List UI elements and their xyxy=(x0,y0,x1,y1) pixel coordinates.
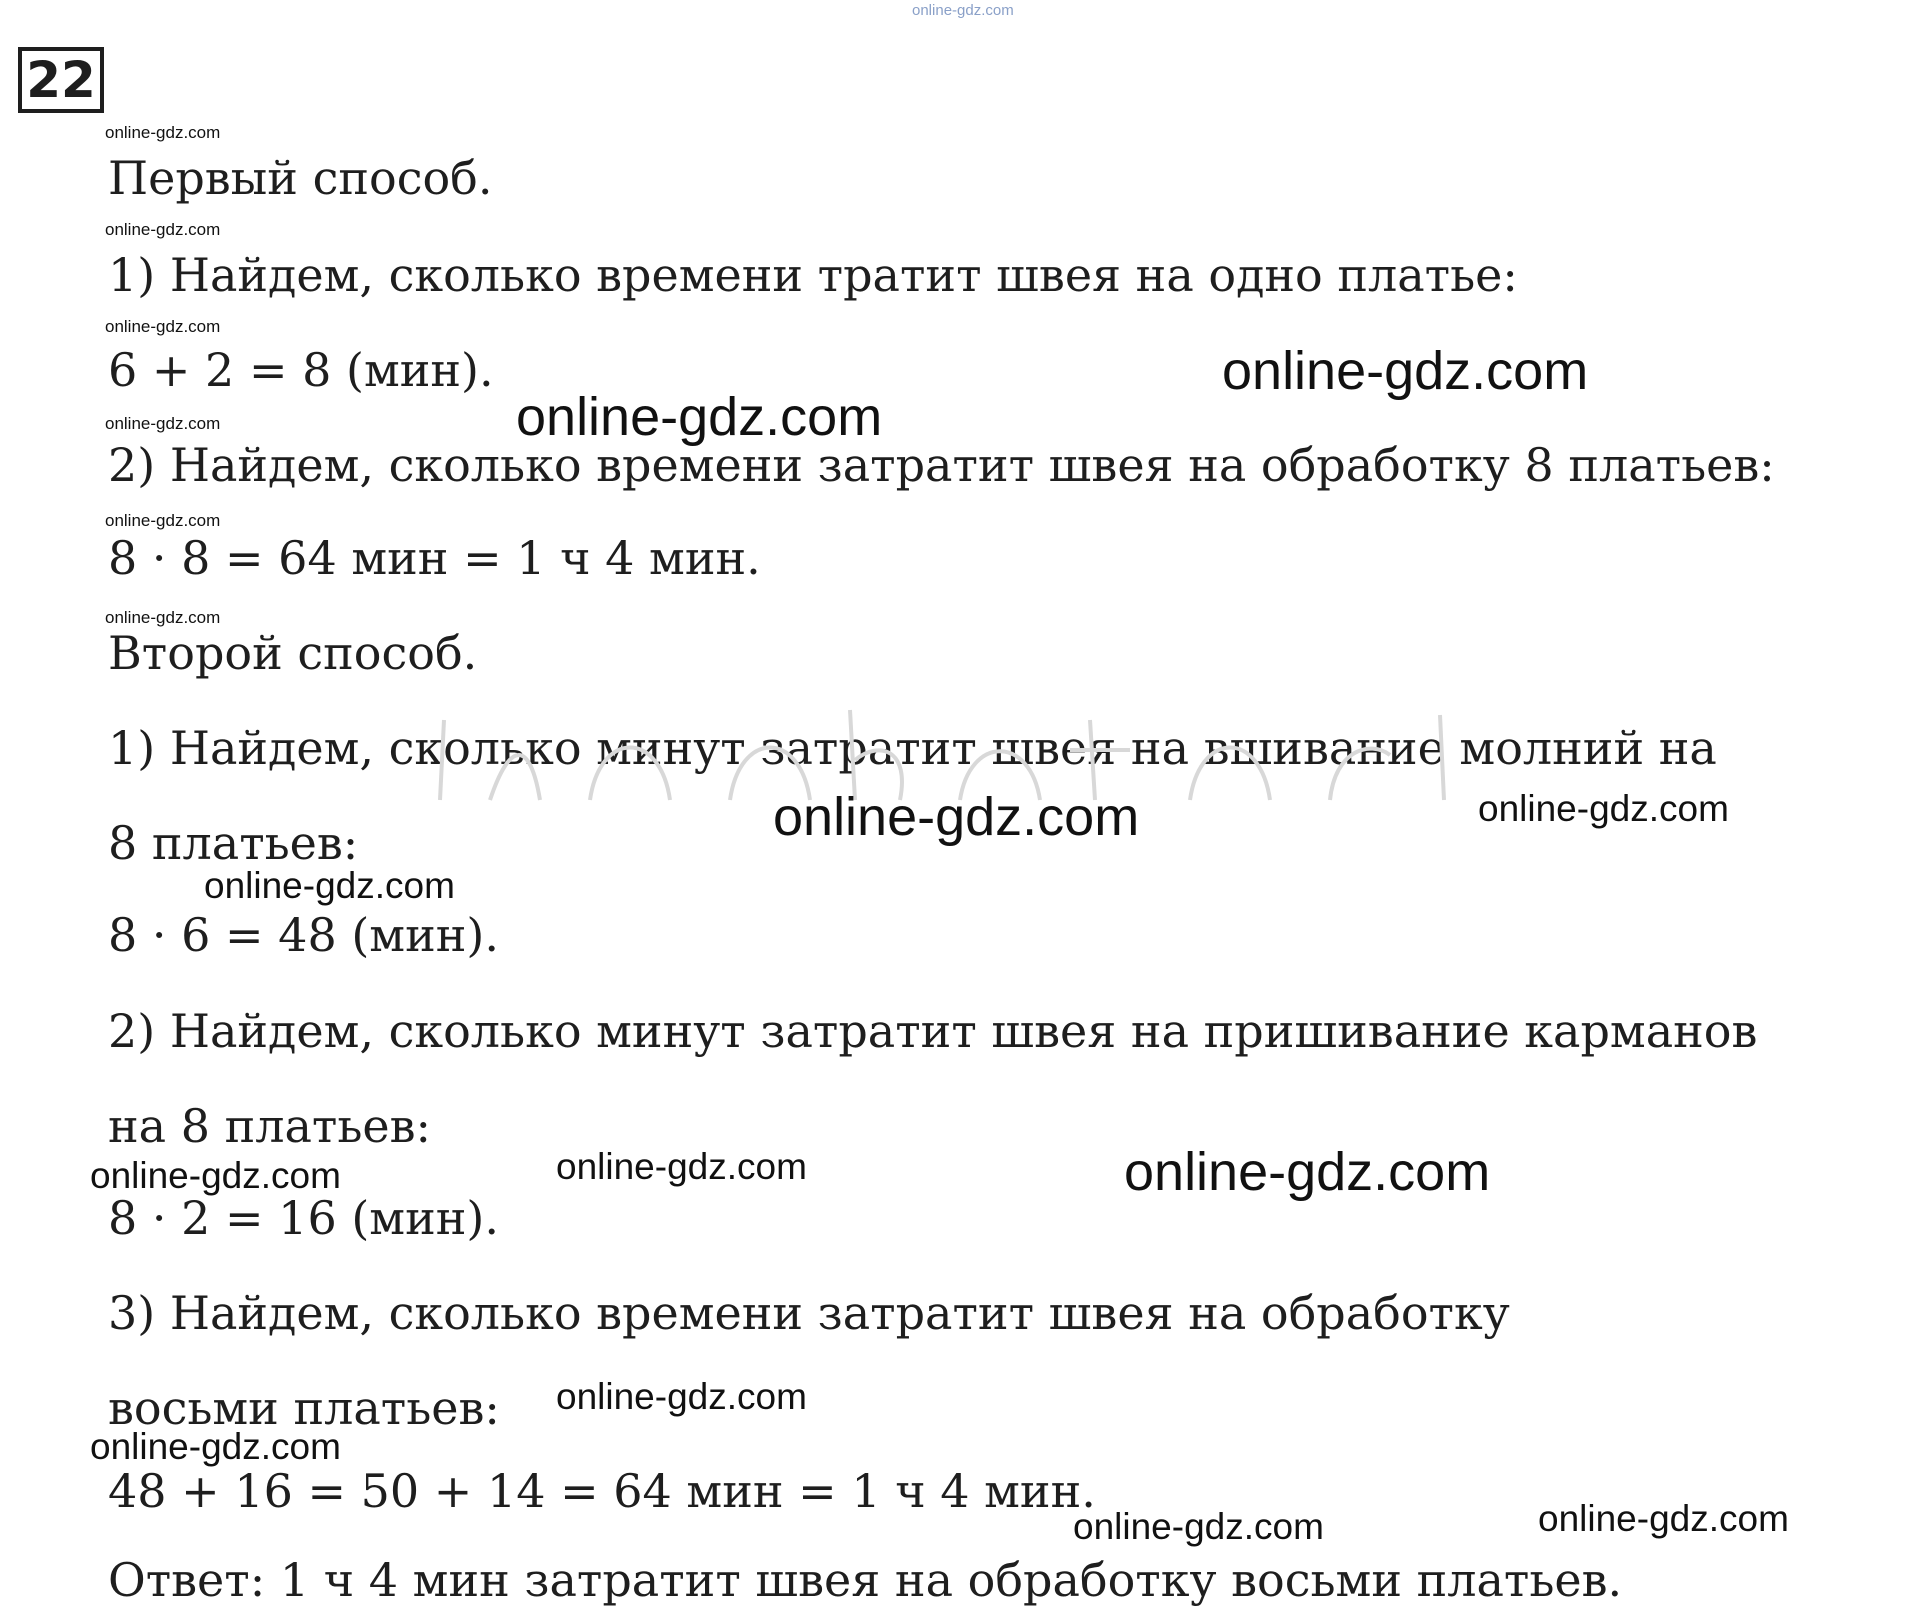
method-two-step-2: 2) Найдем, сколько минут затратит швея на пришивание карманов xyxy=(108,1004,1758,1058)
task-number: 22 xyxy=(18,47,104,113)
watermark: online-gdz.com xyxy=(1073,1506,1324,1547)
watermark: online-gdz.com xyxy=(556,1146,807,1187)
method-one-step-2: 2) Найдем, сколько времени затратит швея на обработку 8 платьев: xyxy=(108,438,1775,492)
watermark: online-gdz.com xyxy=(105,608,221,627)
watermark: online-gdz.com xyxy=(105,511,221,530)
watermark: online-gdz.com xyxy=(90,1155,341,1196)
method-two-step-2-cont: на 8 платьев: xyxy=(108,1099,432,1153)
watermark: online-gdz.com xyxy=(105,414,221,433)
method-one-calc-2: 8 · 8 = 64 мин = 1 ч 4 мин. xyxy=(108,531,761,585)
watermark: online-gdz.com xyxy=(1538,1498,1789,1539)
method-two-calc-2: 8 · 2 = 16 (мин). xyxy=(108,1191,499,1245)
method-two-step-1: 1) Найдем, сколько минут затратит швея на вшивание молний на xyxy=(108,721,1717,775)
watermark: online-gdz.com xyxy=(105,317,221,336)
watermark: online-gdz.com xyxy=(1124,1142,1491,1202)
method-two-calc-1: 8 · 6 = 48 (мин). xyxy=(108,908,499,962)
watermark: online-gdz.com xyxy=(556,1376,807,1417)
watermark: online-gdz.com xyxy=(105,220,221,239)
watermark: online-gdz.com xyxy=(1478,788,1729,829)
watermark: online-gdz.com xyxy=(204,865,455,906)
method-two-heading: Второй способ. xyxy=(108,626,478,680)
watermark: online-gdz.com xyxy=(1222,341,1589,401)
method-one-step-1: 1) Найдем, сколько времени тратит швея на одно платье: xyxy=(108,248,1518,302)
method-two-calc-3: 48 + 16 = 50 + 14 = 64 мин = 1 ч 4 мин. xyxy=(108,1464,1096,1518)
watermark-top: online-gdz.com xyxy=(912,2,1014,19)
answer-line: Ответ: 1 ч 4 мин затратит швея на обработку восьми платьев. xyxy=(108,1553,1623,1607)
watermark: online-gdz.com xyxy=(773,787,1140,847)
method-one-calc-1: 6 + 2 = 8 (мин). xyxy=(108,343,494,397)
watermark: online-gdz.com xyxy=(90,1426,341,1467)
method-two-step-1-cont: 8 платьев: xyxy=(108,816,359,870)
method-one-heading: Первый способ. xyxy=(108,151,493,205)
method-two-step-3: 3) Найдем, сколько времени затратит швея на обработку xyxy=(108,1286,1510,1340)
method-two-step-3-cont: восьми платьев: xyxy=(108,1381,500,1435)
watermark: online-gdz.com xyxy=(516,387,883,447)
watermark: online-gdz.com xyxy=(105,123,221,142)
